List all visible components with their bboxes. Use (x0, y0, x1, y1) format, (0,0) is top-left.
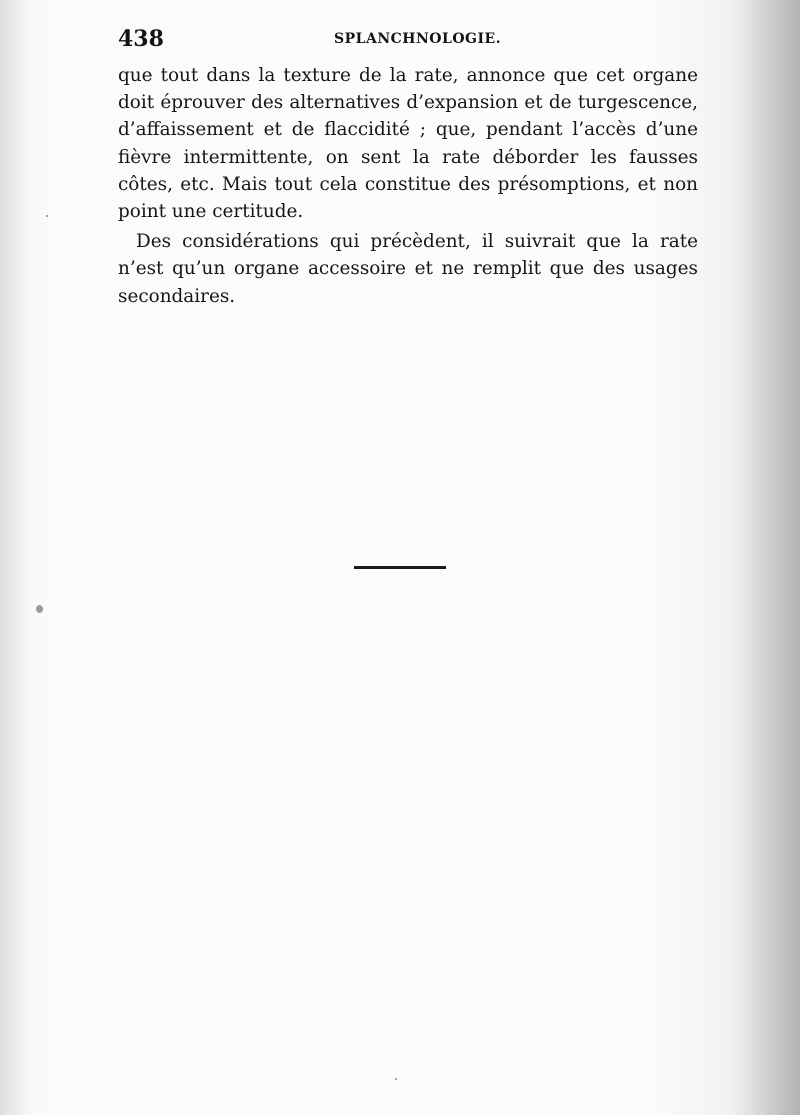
paragraph: que tout dans la texture de la rate, annonce que cet organe doit éprouver des alternatives d’expansion et de turgescence, d’affaissement et de flaccidité ; que, pendant l’accès d’une fièvre intermittente, on sent la rate déborder les fausses côtes, etc. Mais tout cela constitue des présomptions, et non point une certitude. (118, 65, 698, 223)
ink-speck (395, 1078, 397, 1080)
page-header-title: SPLANCHNOLOGIE. (334, 31, 502, 47)
page-edge-shadow (730, 0, 800, 1115)
section-divider-rule (354, 566, 446, 569)
paragraph: Des considérations qui précèdent, il suivrait que la rate n’est qu’un organe accessoire et ne remplit que des usages secondaires. (118, 231, 698, 307)
running-head (118, 26, 698, 56)
page-number: 438 (118, 26, 164, 52)
ink-speck (36, 605, 43, 613)
ink-speck (46, 215, 48, 217)
gutter-shadow (0, 0, 30, 1115)
body-text (118, 62, 698, 310)
